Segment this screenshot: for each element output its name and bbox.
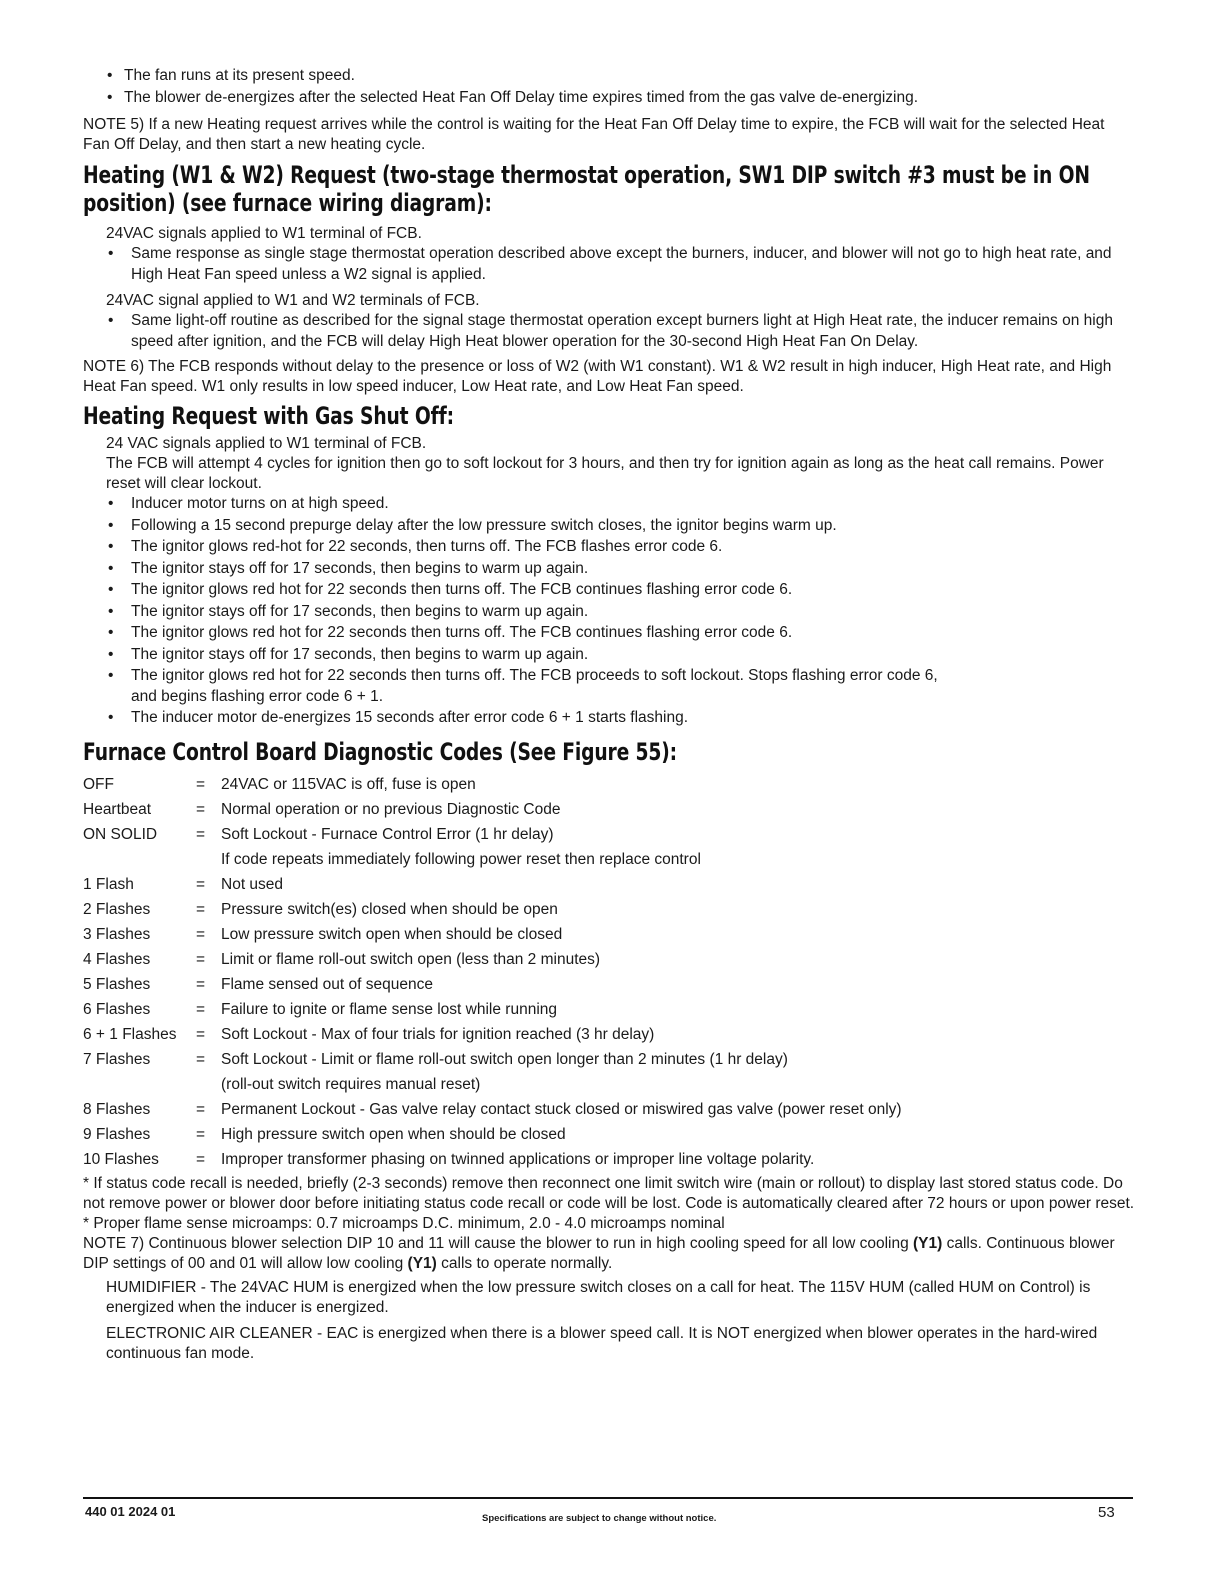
code-equals: =	[196, 975, 206, 993]
code-label: 2 Flashes	[83, 900, 151, 918]
gas-signal-text: 24 VAC signals applied to W1 terminal of FCB.	[106, 435, 427, 452]
code-equals: =	[196, 775, 206, 793]
code-row	[83, 797, 1135, 822]
accessory-section	[83, 1278, 1135, 1364]
flame-sense-note: * Proper flame sense microamps: 0.7 microamps D.C. minimum, 2.0 ‐ 4.0 microamps nominal	[83, 1214, 725, 1232]
gas-bullet: • The ignitor glows red hot for 22 seconds then turns off. The FCB proceeds to soft lockout. Stops flashing error code 6, and begins flashing error code 6 + 1.	[106, 666, 1135, 707]
code-description: Soft Lockout ‐ Max of four trials for ignition reached (3 hr delay)	[221, 1025, 655, 1043]
note-7-y1: (Y1)	[407, 1254, 437, 1272]
code-description: Improper transformer phasing on twinned applications or improper line voltage polarity.	[221, 1150, 815, 1168]
gas-bullet: • The ignitor glows red hot for 22 seconds then turns off. The FCB continues flashing error code 6.	[106, 623, 1135, 644]
code-equals: =	[196, 1125, 206, 1143]
humidifier-text: HUMIDIFIER ‐ The 24VAC HUM is energized when the low pressure switch closes on a call for heat. The 115V HUM (called HUM on Control) is energized when the inducer is energized.	[106, 1278, 1091, 1316]
code-row	[83, 772, 1135, 797]
code-row	[83, 997, 1135, 1022]
code-label: ON SOLID	[83, 825, 158, 843]
status-recall-note: * If status code recall is needed, briefly (2‐3 seconds) remove then reconnect one limit switch wire (main or rollout) to display last stored status code. Do not remove power or blower door before initiating status code recall or code will be lost. Code is automatically cleared after 72 hours or upon power reset.	[83, 1174, 1135, 1212]
gas-bullet: • The ignitor glows red hot for 22 seconds then turns off. The FCB continues flashing error code 6.	[106, 580, 1135, 601]
document-number: 440 01 2024 01	[85, 1504, 176, 1519]
code-label: 4 Flashes	[83, 950, 151, 968]
code-row	[83, 1097, 1135, 1122]
code-equals: =	[196, 875, 206, 893]
w1-signal-text: 24VAC signals applied to W1 terminal of FCB.	[106, 225, 422, 242]
intro-bullets	[83, 66, 1135, 108]
code-label: 8 Flashes	[83, 1100, 151, 1118]
code-description: Not used	[221, 875, 284, 893]
w1-bullet: • Same response as single stage thermostat operation described above except the burners, inducer, and blower will not go to high heat rate, and High Heat Fan speed unless a W2 signal is applied.	[106, 244, 1135, 285]
intro-bullet: • The blower de‐energizes after the selected Heat Fan Off Delay time expires timed from the gas valve de‐energizing.	[83, 88, 1135, 109]
code-label: 7 Flashes	[83, 1050, 151, 1068]
code-label: Heartbeat	[83, 800, 152, 818]
gas-bullet: • Following a 15 second prepurge delay after the low pressure switch closes, the ignitor begins warm up.	[106, 516, 1135, 537]
code-description: Permanent Lockout ‐ Gas valve relay contact stuck closed or miswired gas valve (power reset only)	[221, 1100, 902, 1118]
code-equals: =	[196, 825, 206, 843]
code-equals: =	[196, 1150, 206, 1168]
code-row	[83, 897, 1135, 922]
code-equals: =	[196, 925, 206, 943]
code-description: Soft Lockout ‐ Furnace Control Error (1 hr delay)	[221, 825, 554, 843]
gas-bullet: • The ignitor glows red‐hot for 22 seconds, then turns off. The FCB flashes error code 6.	[106, 537, 1135, 558]
code-row	[83, 922, 1135, 947]
code-continuation: (roll‐out switch requires manual reset)	[221, 1075, 481, 1093]
code-label: 1 Flash	[83, 875, 134, 893]
code-equals: =	[196, 900, 206, 918]
w2-signal-text: 24VAC signal applied to W1 and W2 terminals of FCB.	[106, 292, 480, 309]
code-description: High pressure switch open when should be closed	[221, 1125, 566, 1143]
code-continuation: If code repeats immediately following power reset then replace control	[221, 850, 701, 868]
note-5: NOTE 5) If a new Heating request arrives while the control is waiting for the Heat Fan Off Delay time to expire, the FCB will wait for the selected Heat Fan Off Delay, and then start a new heating cycle.	[83, 116, 1105, 153]
document-page	[83, 66, 1135, 1364]
heading-gas-shut-off: Heating Request with Gas Shut Off:	[83, 402, 454, 430]
code-equals: =	[196, 1025, 206, 1043]
code-row	[83, 1022, 1135, 1047]
code-description: Normal operation or no previous Diagnostic Code	[221, 800, 561, 818]
code-label: 9 Flashes	[83, 1125, 151, 1143]
gas-bullet: • The ignitor stays off for 17 seconds, then begins to warm up again.	[106, 602, 1135, 623]
footer-rule	[83, 1497, 1133, 1499]
code-label: 5 Flashes	[83, 975, 151, 993]
eac-text: ELECTRONIC AIR CLEANER ‐ EAC is energized when there is a blower speed call. It is NOT energized when blower operates in the hard‐wired continuous fan mode.	[106, 1324, 1098, 1362]
gas-section	[83, 434, 1135, 729]
note-7-text: NOTE 7) Continuous blower selection DIP 10 and 11 will cause the blower to run in high cooling speed for all low cooling	[83, 1234, 913, 1252]
code-row	[83, 1047, 1135, 1072]
code-row	[83, 822, 1135, 847]
code-equals: =	[196, 1100, 206, 1118]
gas-bullet: • Inducer motor turns on at high speed.	[106, 494, 1135, 515]
note-7-text: calls. Continuous blower DIP settings of 00 and 01 will allow low cooling	[83, 1234, 1115, 1272]
diagnostic-codes-table	[83, 772, 1135, 1172]
code-row	[83, 972, 1135, 997]
code-label: 3 Flashes	[83, 925, 151, 943]
code-label: 6 + 1 Flashes	[83, 1025, 177, 1043]
note-7-text: calls to operate normally.	[436, 1254, 613, 1272]
gas-bullet: • The ignitor stays off for 17 seconds, then begins to warm up again.	[106, 645, 1135, 666]
code-equals: =	[196, 1050, 206, 1068]
note-6: NOTE 6) The FCB responds without delay to the presence or loss of W2 (with W1 constant). W1 & W2 result in high inducer, High Heat rate, and High Heat Fan speed. W1 only results in low speed inducer, Low Heat rate, and Low Heat Fan speed.	[83, 358, 1112, 395]
gas-bullet: • The inducer motor de‐energizes 15 seconds after error code 6 + 1 starts flashing.	[106, 708, 1135, 729]
code-row	[83, 1147, 1135, 1172]
code-label: OFF	[83, 775, 114, 793]
specification-notice: Specifications are subject to change without notice.	[482, 1513, 717, 1524]
intro-bullet: • The fan runs at its present speed.	[83, 66, 1135, 87]
page-number: 53	[1098, 1504, 1115, 1521]
code-row	[83, 1122, 1135, 1147]
note-7-y1: (Y1)	[913, 1234, 943, 1252]
gas-paragraph: The FCB will attempt 4 cycles for ignition then go to soft lockout for 3 hours, and then try for ignition again as long as the heat call remains. Power reset will clear lockout.	[106, 455, 1104, 492]
w2-bullet: • Same light‐off routine as described for the signal stage thermostat operation except burners light at High Heat rate, the inducer remains on high speed after ignition, and the FCB will delay High Heat blower operation for the 30‐second High Heat Fan On Delay.	[106, 311, 1135, 352]
code-description: Pressure switch(es) closed when should be open	[221, 900, 558, 918]
w1-section	[83, 224, 1135, 352]
heading-w1-w2: Heating (W1 & W2) Request (two‐stage thermostat operation, SW1 DIP switch #3 must be in ON position) (see furnace wiring diagram):	[83, 161, 1090, 217]
code-description: Limit or flame roll‐out switch open (less than 2 minutes)	[221, 950, 601, 968]
code-description: Soft Lockout ‐ Limit or flame roll‐out switch open longer than 2 minutes (1 hr delay)	[221, 1050, 788, 1068]
code-equals: =	[196, 950, 206, 968]
gas-bullet: • The ignitor stays off for 17 seconds, then begins to warm up again.	[106, 559, 1135, 580]
code-equals: =	[196, 800, 206, 818]
code-description: Low pressure switch open when should be closed	[221, 925, 563, 943]
code-description: Flame sensed out of sequence	[221, 975, 433, 993]
code-equals: =	[196, 1000, 206, 1018]
code-description: 24VAC or 115VAC is off, fuse is open	[221, 775, 476, 793]
code-row	[83, 947, 1135, 972]
code-row	[83, 872, 1135, 897]
heading-diagnostic-codes: Furnace Control Board Diagnostic Codes (See Figure 55):	[83, 737, 677, 766]
note-7	[83, 1234, 1135, 1274]
code-label: 6 Flashes	[83, 1000, 151, 1018]
code-label: 10 Flashes	[83, 1150, 159, 1168]
code-description: Failure to ignite or flame sense lost while running	[221, 1000, 558, 1018]
